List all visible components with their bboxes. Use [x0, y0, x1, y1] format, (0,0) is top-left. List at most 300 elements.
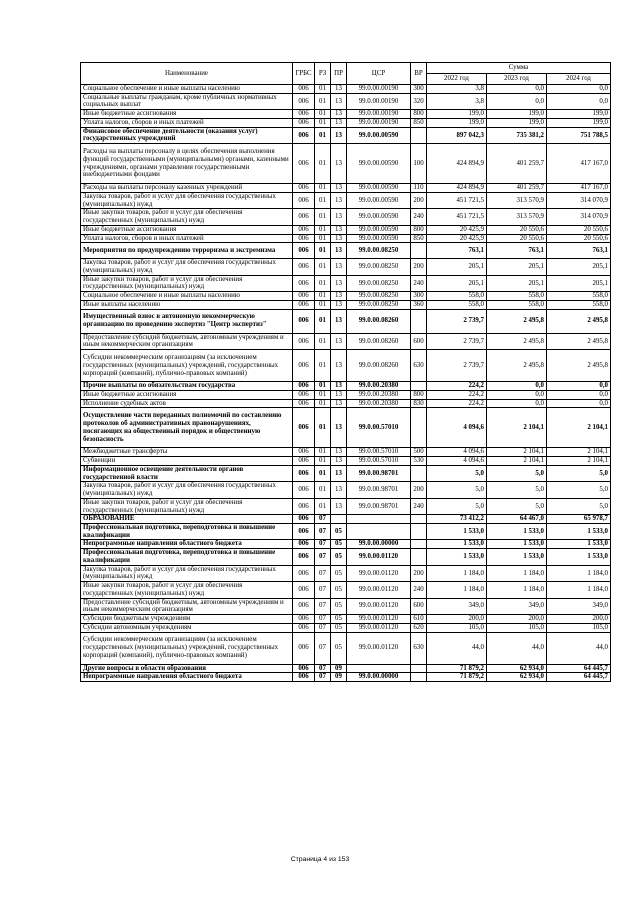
row-rz: 07 — [315, 540, 331, 549]
row-rz: 01 — [315, 448, 331, 457]
row-name: Социальные выплаты гражданам, кроме публичных нормативных социальных выплат — [81, 93, 293, 109]
table-row — [81, 127, 611, 143]
row-vr: 300 — [411, 85, 427, 94]
row-sum-2022: 20 425,9 — [427, 234, 487, 243]
row-sum-2022: 1 533,0 — [427, 549, 487, 565]
row-sum-2024: 200,0 — [547, 615, 611, 624]
row-pr: 13 — [331, 85, 347, 94]
row-pr: 13 — [331, 408, 347, 448]
row-sum-2023: 62 934,0 — [487, 664, 547, 673]
row-rz: 07 — [315, 623, 331, 632]
row-sum-2024: 0,0 — [547, 382, 611, 391]
row-csr: 99.0.00.01120 — [347, 549, 411, 565]
table-row — [81, 259, 611, 275]
row-rz: 07 — [315, 615, 331, 624]
page-number: Страница 4 из 153 — [290, 856, 350, 863]
row-grbs: 006 — [293, 144, 315, 184]
row-vr: 200 — [411, 565, 427, 581]
row-grbs: 006 — [293, 184, 315, 193]
table-row — [81, 93, 611, 109]
row-name: Иные бюджетные ассигнования — [81, 390, 293, 399]
row-grbs: 006 — [293, 623, 315, 632]
row-sum-2022: 205,1 — [427, 259, 487, 275]
row-sum-2024: 64 445,7 — [547, 673, 611, 682]
row-sum-2024: 205,1 — [547, 259, 611, 275]
row-sum-2023: 349,0 — [487, 598, 547, 614]
row-sum-2023: 20 550,6 — [487, 234, 547, 243]
row-csr: 99.0.00.00190 — [347, 110, 411, 119]
row-name: Иные бюджетные ассигнования — [81, 225, 293, 234]
row-pr: 13 — [331, 259, 347, 275]
row-grbs: 006 — [293, 399, 315, 408]
row-csr: 99.0.00.00000 — [347, 673, 411, 682]
row-csr: 99.0.00.00590 — [347, 127, 411, 143]
row-rz: 07 — [315, 632, 331, 664]
row-sum-2023: 0,0 — [487, 390, 547, 399]
row-name: Прочие выплаты по обязательствам государства — [81, 382, 293, 391]
row-rz: 01 — [315, 118, 331, 127]
row-name: Предоставление субсидий бюджетным, автономным учреждениям и иным некоммерческим организациям — [81, 333, 293, 349]
row-vr: 240 — [411, 498, 427, 514]
table-header — [81, 63, 611, 85]
row-vr — [411, 382, 427, 391]
table-row — [81, 673, 611, 682]
row-vr: 500 — [411, 448, 427, 457]
row-sum-2022: 451 721,5 — [427, 209, 487, 225]
header-grbs: ГРБС — [293, 63, 315, 85]
row-rz: 01 — [315, 243, 331, 259]
row-csr: 99.0.00.20380 — [347, 382, 411, 391]
row-pr: 13 — [331, 184, 347, 193]
row-sum-2024: 0,0 — [547, 399, 611, 408]
row-sum-2022: 224,2 — [427, 399, 487, 408]
row-csr: 99.0.00.00590 — [347, 144, 411, 184]
row-rz: 01 — [315, 144, 331, 184]
row-sum-2024: 5,0 — [547, 465, 611, 481]
row-sum-2024: 763,1 — [547, 243, 611, 259]
row-grbs: 006 — [293, 382, 315, 391]
row-vr: 610 — [411, 615, 427, 624]
table-row — [81, 623, 611, 632]
row-grbs: 006 — [293, 234, 315, 243]
row-rz: 01 — [315, 192, 331, 208]
row-pr: 13 — [331, 127, 347, 143]
row-vr: 630 — [411, 632, 427, 664]
header-name: Наименование — [81, 63, 293, 85]
row-vr — [411, 309, 427, 333]
row-grbs: 006 — [293, 598, 315, 614]
row-name: Расходы на выплаты персоналу казенных учреждений — [81, 184, 293, 193]
row-sum-2023: 763,1 — [487, 243, 547, 259]
row-sum-2024: 20 550,6 — [547, 225, 611, 234]
row-sum-2022: 3,8 — [427, 93, 487, 109]
row-sum-2024: 1 533,0 — [547, 540, 611, 549]
row-pr: 13 — [331, 234, 347, 243]
table-row — [81, 275, 611, 291]
row-vr: 800 — [411, 110, 427, 119]
table-row — [81, 234, 611, 243]
table-row — [81, 482, 611, 498]
row-name: ОБРАЗОВАНИЕ — [81, 515, 293, 524]
row-sum-2023: 1 533,0 — [487, 549, 547, 565]
row-csr: 99.0.00.00190 — [347, 93, 411, 109]
row-name: Иные закупки товаров, работ и услуг для обеспечения государственных (муниципальных) нужд — [81, 275, 293, 291]
row-vr: 110 — [411, 184, 427, 193]
row-csr: 99.0.00.20380 — [347, 390, 411, 399]
row-rz: 07 — [315, 549, 331, 565]
table-row — [81, 382, 611, 391]
row-grbs: 006 — [293, 523, 315, 539]
row-sum-2022: 424 894,9 — [427, 144, 487, 184]
table-row — [81, 598, 611, 614]
row-vr — [411, 664, 427, 673]
row-sum-2023: 2 104,1 — [487, 457, 547, 466]
row-rz: 01 — [315, 259, 331, 275]
row-sum-2023: 735 381,2 — [487, 127, 547, 143]
row-sum-2024: 1 184,0 — [547, 565, 611, 581]
row-sum-2022: 200,0 — [427, 615, 487, 624]
row-sum-2023: 5,0 — [487, 465, 547, 481]
row-vr — [411, 515, 427, 524]
row-pr: 05 — [331, 598, 347, 614]
row-pr: 13 — [331, 243, 347, 259]
row-sum-2022: 2 739,7 — [427, 309, 487, 333]
row-rz: 01 — [315, 85, 331, 94]
row-pr: 13 — [331, 93, 347, 109]
row-csr: 99.0.00.08260 — [347, 333, 411, 349]
row-csr — [347, 515, 411, 524]
row-vr — [411, 673, 427, 682]
row-vr: 200 — [411, 192, 427, 208]
row-grbs: 006 — [293, 225, 315, 234]
row-sum-2024: 0,0 — [547, 390, 611, 399]
row-sum-2024: 314 070,9 — [547, 192, 611, 208]
row-pr: 13 — [331, 309, 347, 333]
row-vr: 600 — [411, 333, 427, 349]
row-name: Субсидии автономным учреждениям — [81, 623, 293, 632]
row-name: Иные закупки товаров, работ и услуг для обеспечения государственных (муниципальных) нужд — [81, 209, 293, 225]
row-vr: 620 — [411, 623, 427, 632]
row-sum-2024: 44,0 — [547, 632, 611, 664]
row-grbs: 006 — [293, 192, 315, 208]
row-pr: 13 — [331, 118, 347, 127]
row-rz: 07 — [315, 523, 331, 539]
row-sum-2023: 558,0 — [487, 292, 547, 301]
header-pr: ПР — [331, 63, 347, 85]
row-csr: 99.0.00.98701 — [347, 498, 411, 514]
row-vr: 240 — [411, 582, 427, 598]
row-sum-2023: 0,0 — [487, 85, 547, 94]
row-csr: 99.0.00.08250 — [347, 259, 411, 275]
row-vr — [411, 523, 427, 539]
row-sum-2024: 751 788,5 — [547, 127, 611, 143]
row-rz: 01 — [315, 292, 331, 301]
row-name: Иные закупки товаров, работ и услуг для обеспечения государственных (муниципальных) нужд — [81, 582, 293, 598]
row-rz: 01 — [315, 127, 331, 143]
row-sum-2024: 65 978,7 — [547, 515, 611, 524]
row-rz: 01 — [315, 457, 331, 466]
row-sum-2022: 199,0 — [427, 110, 487, 119]
row-csr: 99.0.00.00590 — [347, 225, 411, 234]
row-grbs: 006 — [293, 110, 315, 119]
row-sum-2022: 558,0 — [427, 300, 487, 309]
table-row — [81, 565, 611, 581]
row-rz: 07 — [315, 565, 331, 581]
row-name: Субвенции — [81, 457, 293, 466]
row-grbs: 006 — [293, 292, 315, 301]
row-csr: 99.0.00.01120 — [347, 615, 411, 624]
table-row — [81, 184, 611, 193]
row-csr: 99.0.00.00190 — [347, 85, 411, 94]
table-row — [81, 515, 611, 524]
row-pr: 13 — [331, 192, 347, 208]
row-pr: 13 — [331, 300, 347, 309]
table-row — [81, 209, 611, 225]
row-sum-2022: 71 879,2 — [427, 673, 487, 682]
row-pr: 05 — [331, 632, 347, 664]
budget-table — [80, 62, 611, 682]
row-rz: 01 — [315, 498, 331, 514]
table-row — [81, 582, 611, 598]
row-sum-2023: 105,0 — [487, 623, 547, 632]
row-sum-2022: 44,0 — [427, 632, 487, 664]
table-row — [81, 457, 611, 466]
row-name: Социальное обеспечение и иные выплаты населению — [81, 292, 293, 301]
row-vr: 240 — [411, 275, 427, 291]
row-pr: 05 — [331, 615, 347, 624]
row-csr: 99.0.00.01120 — [347, 632, 411, 664]
row-sum-2024: 558,0 — [547, 300, 611, 309]
row-csr: 99.0.00.00590 — [347, 209, 411, 225]
row-name: Непрограммные направления областного бюджета — [81, 540, 293, 549]
row-sum-2023: 2 495,8 — [487, 350, 547, 382]
row-sum-2023: 558,0 — [487, 300, 547, 309]
row-vr: 360 — [411, 300, 427, 309]
row-vr: 300 — [411, 292, 427, 301]
table-row — [81, 399, 611, 408]
row-sum-2024: 2 495,8 — [547, 309, 611, 333]
row-grbs: 006 — [293, 243, 315, 259]
row-sum-2022: 424 894,9 — [427, 184, 487, 193]
row-grbs: 006 — [293, 309, 315, 333]
row-rz: 01 — [315, 225, 331, 234]
header-year-2023: 2023 год — [487, 74, 547, 85]
row-sum-2024: 417 167,0 — [547, 144, 611, 184]
row-csr: 99.0.00.01120 — [347, 623, 411, 632]
row-sum-2022: 897 042,3 — [427, 127, 487, 143]
row-sum-2024: 20 550,6 — [547, 234, 611, 243]
row-pr: 05 — [331, 582, 347, 598]
row-sum-2023: 200,0 — [487, 615, 547, 624]
row-name: Уплата налогов, сборов и иных платежей — [81, 118, 293, 127]
header-csr: ЦСР — [347, 63, 411, 85]
row-sum-2024: 2 104,1 — [547, 448, 611, 457]
table-row — [81, 390, 611, 399]
row-grbs: 006 — [293, 448, 315, 457]
row-sum-2023: 401 259,7 — [487, 184, 547, 193]
table-row — [81, 465, 611, 481]
row-sum-2024: 1 184,0 — [547, 582, 611, 598]
row-vr: 830 — [411, 399, 427, 408]
row-grbs: 006 — [293, 615, 315, 624]
row-sum-2022: 5,0 — [427, 482, 487, 498]
row-vr: 800 — [411, 225, 427, 234]
row-sum-2023: 1 533,0 — [487, 523, 547, 539]
row-sum-2023: 0,0 — [487, 93, 547, 109]
row-pr: 13 — [331, 457, 347, 466]
row-rz: 01 — [315, 482, 331, 498]
row-vr — [411, 127, 427, 143]
row-grbs: 006 — [293, 664, 315, 673]
row-pr: 05 — [331, 523, 347, 539]
header-rz: РЗ — [315, 63, 331, 85]
row-sum-2024: 2 495,8 — [547, 333, 611, 349]
row-vr: 200 — [411, 259, 427, 275]
row-sum-2023: 2 104,1 — [487, 448, 547, 457]
row-csr: 99.0.00.98701 — [347, 465, 411, 481]
row-sum-2023: 313 570,9 — [487, 192, 547, 208]
row-csr: 99.0.00.57010 — [347, 457, 411, 466]
table-row — [81, 192, 611, 208]
row-sum-2024: 1 533,0 — [547, 549, 611, 565]
row-sum-2024: 199,0 — [547, 118, 611, 127]
row-name: Иные выплаты населению — [81, 300, 293, 309]
row-grbs: 006 — [293, 127, 315, 143]
table-row — [81, 243, 611, 259]
row-name: Профессиональная подготовка, переподготовка и повышение квалификации — [81, 549, 293, 565]
row-sum-2024: 5,0 — [547, 498, 611, 514]
table-row — [81, 118, 611, 127]
row-pr: 05 — [331, 549, 347, 565]
table-row — [81, 225, 611, 234]
row-sum-2024: 64 445,7 — [547, 664, 611, 673]
row-sum-2024: 2 104,1 — [547, 408, 611, 448]
row-vr: 600 — [411, 598, 427, 614]
row-grbs: 006 — [293, 275, 315, 291]
row-sum-2023: 205,1 — [487, 275, 547, 291]
row-rz: 07 — [315, 664, 331, 673]
row-sum-2024: 417 167,0 — [547, 184, 611, 193]
header-year-2024: 2024 год — [547, 74, 611, 85]
row-vr — [411, 465, 427, 481]
row-csr: 99.0.00.00590 — [347, 192, 411, 208]
row-pr: 13 — [331, 382, 347, 391]
row-sum-2022: 451 721,5 — [427, 192, 487, 208]
table-row — [81, 664, 611, 673]
row-sum-2023: 2 104,1 — [487, 408, 547, 448]
row-sum-2022: 763,1 — [427, 243, 487, 259]
row-grbs: 006 — [293, 390, 315, 399]
row-csr: 99.0.00.00590 — [347, 234, 411, 243]
row-csr: 99.0.00.00190 — [347, 118, 411, 127]
row-grbs: 006 — [293, 498, 315, 514]
row-vr: 100 — [411, 144, 427, 184]
row-rz: 01 — [315, 408, 331, 448]
table-row — [81, 448, 611, 457]
row-grbs: 006 — [293, 457, 315, 466]
row-name: Осуществление части переданных полномочий по составлению протоколов об административных правонарушениях, посягающих на общественный порядок и общественную безопасность — [81, 408, 293, 448]
row-rz: 07 — [315, 515, 331, 524]
row-sum-2023: 205,1 — [487, 259, 547, 275]
row-name: Исполнение судебных актов — [81, 399, 293, 408]
row-vr: 850 — [411, 118, 427, 127]
table-row — [81, 498, 611, 514]
row-grbs: 006 — [293, 259, 315, 275]
row-vr — [411, 540, 427, 549]
row-sum-2022: 71 879,2 — [427, 664, 487, 673]
row-vr — [411, 243, 427, 259]
row-pr: 05 — [331, 540, 347, 549]
row-grbs: 006 — [293, 465, 315, 481]
row-pr: 13 — [331, 448, 347, 457]
table-row — [81, 615, 611, 624]
row-vr: 630 — [411, 350, 427, 382]
row-rz: 01 — [315, 333, 331, 349]
row-name: Мероприятия по предупреждению терроризма и экстремизма — [81, 243, 293, 259]
row-vr: 240 — [411, 209, 427, 225]
row-grbs: 006 — [293, 333, 315, 349]
table-row — [81, 292, 611, 301]
row-pr: 13 — [331, 482, 347, 498]
row-sum-2023: 1 184,0 — [487, 565, 547, 581]
row-pr: 13 — [331, 144, 347, 184]
row-grbs: 006 — [293, 632, 315, 664]
row-rz: 07 — [315, 582, 331, 598]
row-grbs: 006 — [293, 300, 315, 309]
row-sum-2023: 2 495,8 — [487, 309, 547, 333]
table-row — [81, 523, 611, 539]
row-grbs: 006 — [293, 549, 315, 565]
table-row — [81, 309, 611, 333]
row-grbs: 006 — [293, 515, 315, 524]
row-rz: 01 — [315, 275, 331, 291]
row-sum-2023: 313 570,9 — [487, 209, 547, 225]
header-vr: ВР — [411, 63, 427, 85]
table-row — [81, 350, 611, 382]
row-rz: 01 — [315, 350, 331, 382]
row-pr: 13 — [331, 110, 347, 119]
row-grbs: 006 — [293, 209, 315, 225]
table-row — [81, 85, 611, 94]
row-csr: 99.0.00.00000 — [347, 540, 411, 549]
row-sum-2022: 1 184,0 — [427, 565, 487, 581]
row-sum-2024: 205,1 — [547, 275, 611, 291]
row-sum-2022: 558,0 — [427, 292, 487, 301]
row-csr: 99.0.00.20380 — [347, 399, 411, 408]
row-name: Субсидии некоммерческим организациям (за исключением государственных (муниципальных) учреждений, государственных корпораций (компаний), публично-правовых компаний) — [81, 350, 293, 382]
table-body — [81, 85, 611, 682]
row-sum-2023: 401 259,7 — [487, 144, 547, 184]
row-rz: 01 — [315, 390, 331, 399]
row-csr: 99.0.00.08260 — [347, 309, 411, 333]
row-name: Межбюджетные трансферты — [81, 448, 293, 457]
row-rz: 01 — [315, 399, 331, 408]
row-sum-2022: 5,0 — [427, 498, 487, 514]
row-vr: 850 — [411, 234, 427, 243]
row-name: Имущественный взнос в автономную некоммерческую организацию по проведению экспертиз "Центр экспертиз" — [81, 309, 293, 333]
row-grbs: 006 — [293, 85, 315, 94]
table-row — [81, 333, 611, 349]
row-name: Уплата налогов, сборов и иных платежей — [81, 234, 293, 243]
row-rz: 01 — [315, 300, 331, 309]
row-csr: 99.0.00.08250 — [347, 300, 411, 309]
row-grbs: 006 — [293, 408, 315, 448]
row-sum-2022: 224,2 — [427, 390, 487, 399]
row-rz: 07 — [315, 598, 331, 614]
row-sum-2022: 1 184,0 — [427, 582, 487, 598]
row-name: Иные бюджетные ассигнования — [81, 110, 293, 119]
header-year-2022: 2022 год — [427, 74, 487, 85]
